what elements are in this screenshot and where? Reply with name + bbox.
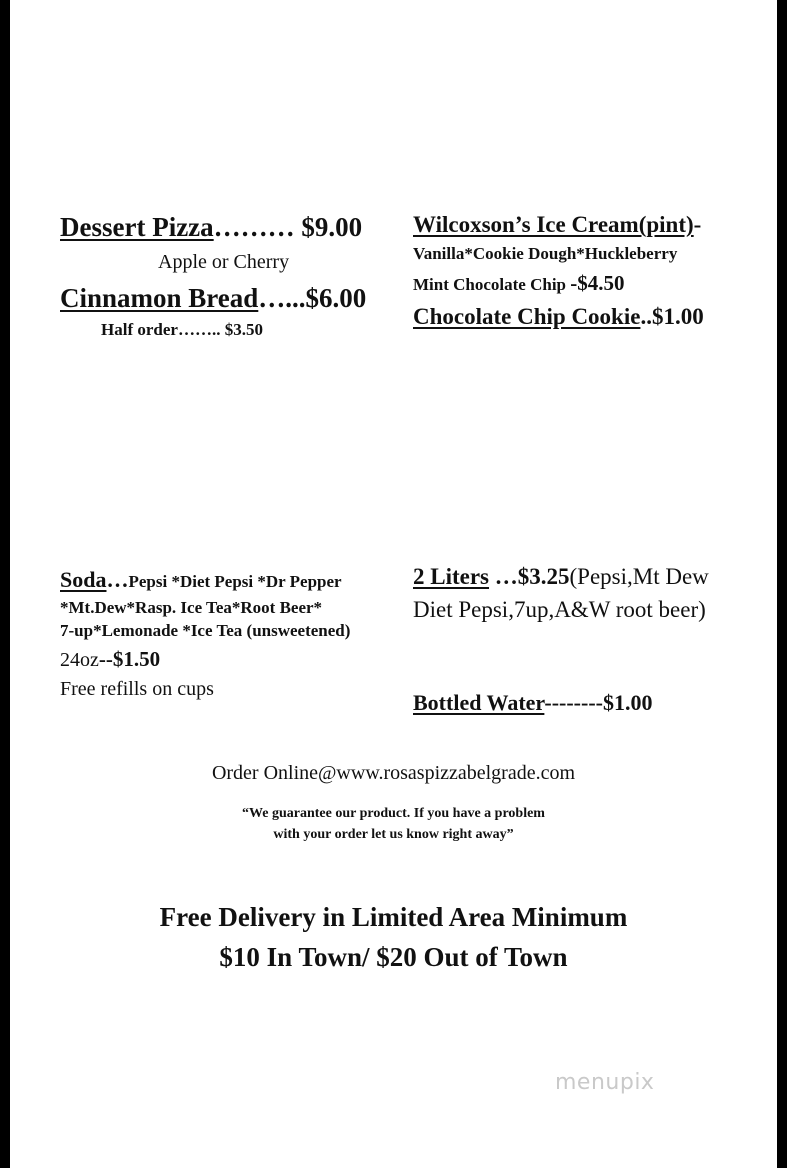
dessert-pizza-line <box>60 212 362 243</box>
cinnamon-bread-line <box>60 283 366 314</box>
dessert-pizza-name: Dessert Pizza <box>60 212 214 242</box>
water-name: Bottled Water <box>413 690 545 715</box>
soda-list3: 7-up*Lemonade *Ice Tea (unsweetened) <box>60 621 351 640</box>
liters-list2: Diet Pepsi,7up,A&W root beer) <box>413 597 706 622</box>
soda-dots: … <box>106 567 129 592</box>
soda-size-line <box>60 647 160 672</box>
water-line <box>413 690 652 716</box>
ice-cream-mint: Mint Chocolate Chip <box>413 275 571 294</box>
liters-line <box>413 564 709 590</box>
ice-cream-suffix: - <box>693 212 702 237</box>
liters-price: …$3.25 <box>489 564 570 589</box>
liters-name: 2 Liters <box>413 564 490 589</box>
dessert-pizza-note: Apple or Cherry <box>158 251 290 273</box>
soda-size: 24oz <box>60 649 99 671</box>
ice-cream-flavors: Vanilla*Cookie Dough*Huckleberry <box>413 244 678 263</box>
cinnamon-bread-dots: …... <box>258 283 306 313</box>
ice-cream-line2 <box>413 271 625 296</box>
ice-cream-line <box>413 212 701 238</box>
order-online: Order Online@www.rosaspizzabelgrade.com <box>211 762 576 784</box>
cookie-name: Chocolate Chip Cookie <box>413 304 641 329</box>
dessert-pizza-price: $9.00 <box>301 212 363 242</box>
delivery-line1: Free Delivery in Limited Area Minimum <box>159 902 628 932</box>
delivery-line2: $10 In Town/ $20 Out of Town <box>219 942 568 972</box>
soda-list2: *Mt.Dew*Rasp. Ice Tea*Root Beer* <box>60 598 323 617</box>
cinnamon-bread-name: Cinnamon Bread <box>60 283 259 313</box>
water-price: --------$1.00 <box>544 690 653 715</box>
soda-line <box>60 567 342 593</box>
cinnamon-half-order: Half order…….. $3.50 <box>101 320 263 339</box>
watermark-logo: menupix <box>555 1070 655 1095</box>
soda-list1: Pepsi *Diet Pepsi *Dr Pepper <box>128 572 342 591</box>
cookie-price: ..$1.00 <box>640 304 704 329</box>
dessert-pizza-dots: ……… <box>213 212 295 242</box>
soda-name: Soda <box>60 567 107 592</box>
cookie-line <box>413 304 704 330</box>
cinnamon-bread-price: $6.00 <box>305 283 367 313</box>
ice-cream-price: -$4.50 <box>570 271 625 295</box>
soda-price: --$1.50 <box>98 647 161 671</box>
soda-refills: Free refills on cups <box>60 678 214 700</box>
liters-list: (Pepsi,Mt Dew <box>569 564 709 589</box>
guarantee-line2: with your order let us know right away” <box>273 827 514 842</box>
guarantee-line1: “We guarantee our product. If you have a problem <box>242 806 545 821</box>
menu-page <box>10 0 777 1168</box>
ice-cream-name: Wilcoxson’s Ice Cream(pint) <box>413 212 694 237</box>
